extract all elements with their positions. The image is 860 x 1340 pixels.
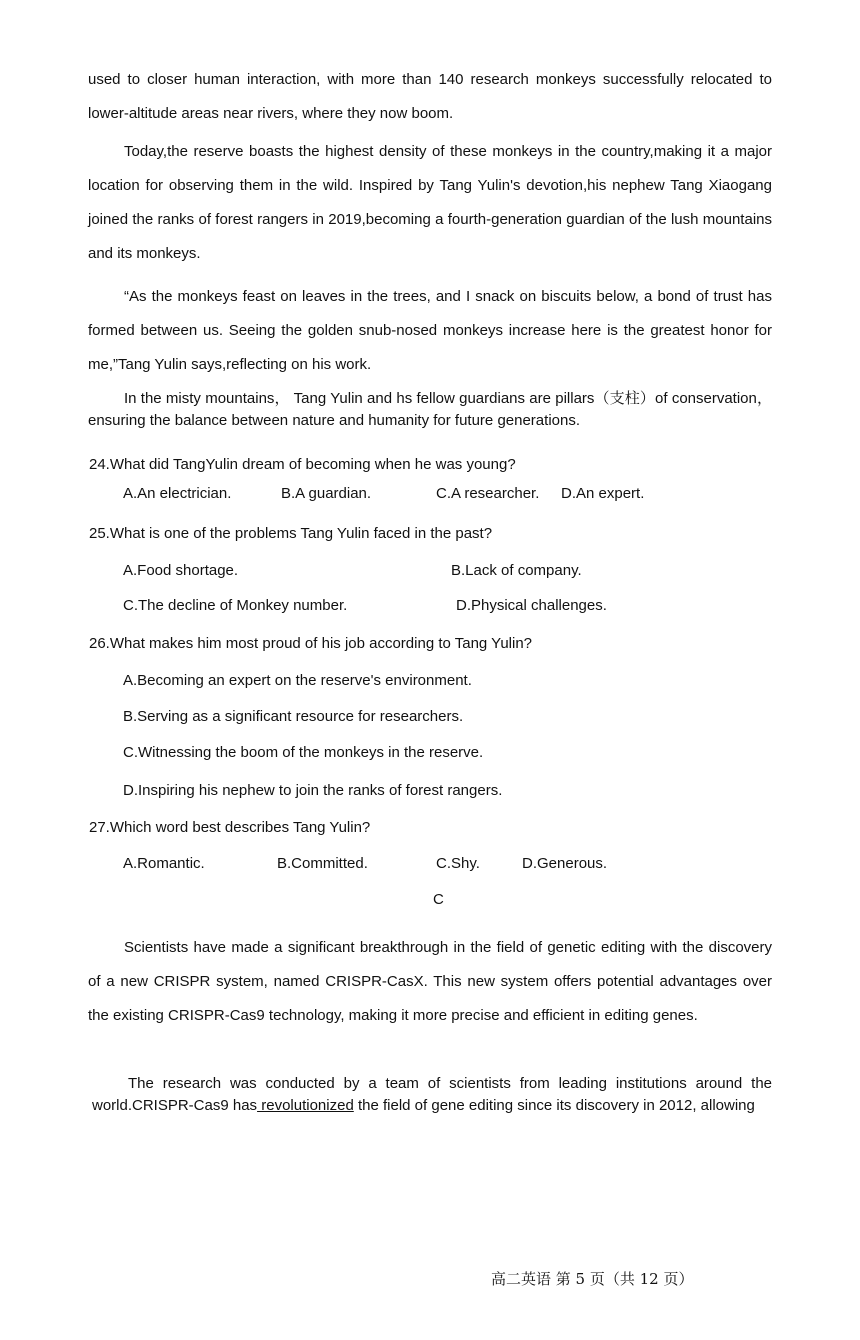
q27-option-c: C.Shy. [436, 855, 480, 872]
q24-option-c: C.A researcher. [436, 485, 540, 502]
page-footer: 高二英语 第 5 页（共 12 页） [491, 1270, 694, 1288]
passage-c-paragraph-1: Scientists have made a significant breakthrough in the field of genetic editing with the discovery of a new CRISPR system, named CRISPR-CasX. This new system offers potential advantages over the existing CRISPR-Cas9 technology, making it more precise and efficient in editing genes. [88, 939, 772, 1024]
q27-option-a: A.Romantic. [123, 855, 205, 872]
question-26-stem: 26.What makes him most proud of his job according to Tang Yulin? [89, 635, 533, 652]
q26-option-a: A.Becoming an expert on the reserve's environment. [123, 672, 472, 689]
q27-option-b: B.Committed. [277, 855, 368, 872]
question-25-stem: 25.What is one of the problems Tang Yulin faced in the past? [89, 525, 493, 542]
passage-b-paragraph-1: used to closer human interaction, with more than 140 research monkeys successfully relocated to lower-altitude areas near rivers, where they now boom. [88, 71, 772, 122]
q26-option-c: C.Witnessing the boom of the monkeys in the reserve. [123, 744, 484, 761]
q25-option-c: C.The decline of Monkey number. [123, 597, 348, 614]
q24-option-a: A.An electrician. [123, 485, 232, 502]
passage-c-paragraph-2-lead: The research was conducted by a team of scientists from leading institutions around the world.CRISPR-Cas9 has [92, 1075, 772, 1114]
section-label: C [433, 891, 444, 908]
passage-b-paragraph-3: “As the monkeys feast on leaves in the trees, and I snack on biscuits below, a bond of trust has formed between us. Seeing the golden snub-nosed monkeys increase here is the greatest honor for me,”Tang Yulin says,reflecting on his work. [88, 288, 772, 373]
question-24-stem: 24.What did TangYulin dream of becoming when he was young? [89, 456, 516, 473]
passage-c-paragraph-2-tail: the field of gene editing since its discovery in 2012, allowing [353, 1097, 755, 1114]
passage-b-paragraph-2: Today,the reserve boasts the highest density of these monkeys in the country,making it a major location for observing them in the wild. Inspired by Tang Yulin's devotion,his nephew Tang Xiaogang joined the ranks of forest rangers in 2019,becoming a fourth-generation guardian of the lush mountains and its monkeys. [88, 143, 772, 262]
q25-option-b: B.Lack of company. [451, 562, 582, 579]
q25-option-a: A.Food shortage. [123, 562, 239, 579]
passage-c-paragraph-2 [92, 1073, 772, 1117]
q24-option-d: D.An expert. [561, 485, 645, 502]
q24-option-b: B.A guardian. [281, 485, 372, 502]
underlined-word: revolutionized [257, 1097, 354, 1114]
q26-option-b: B.Serving as a significant resource for researchers. [123, 708, 464, 725]
q25-option-d: D.Physical challenges. [456, 597, 607, 614]
q26-option-d: D.Inspiring his nephew to join the ranks of forest rangers. [123, 782, 503, 799]
passage-b-paragraph-4: In the misty mountains， Tang Yulin and hs fellow guardians are pillars（支柱）of conservation，ensuring the balance between nature and humanity for future generations. [88, 390, 772, 429]
question-27-stem: 27.Which word best describes Tang Yulin? [89, 819, 371, 836]
q27-option-d: D.Generous. [522, 855, 608, 872]
